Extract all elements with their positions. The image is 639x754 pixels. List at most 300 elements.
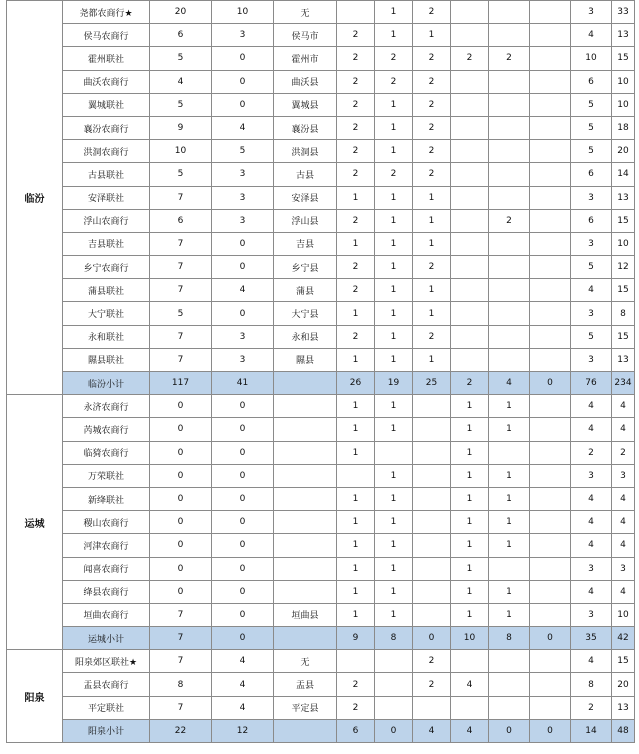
region-cell: 运城 bbox=[7, 395, 63, 650]
table-cell: 1 bbox=[413, 279, 451, 302]
table-cell: 1 bbox=[489, 603, 530, 626]
table-cell bbox=[530, 580, 571, 603]
subtotal-cell: 0 bbox=[413, 627, 451, 650]
subtotal-cell bbox=[274, 719, 337, 742]
table-cell: 4 bbox=[212, 673, 274, 696]
table-cell bbox=[530, 418, 571, 441]
table-cell: 0 bbox=[212, 511, 274, 534]
table-cell: 新绛联社 bbox=[63, 487, 150, 510]
table-cell bbox=[337, 650, 375, 673]
table-cell bbox=[274, 418, 337, 441]
table-cell bbox=[530, 603, 571, 626]
table-cell: 无 bbox=[274, 1, 337, 24]
table-cell: 1 bbox=[337, 232, 375, 255]
table-row bbox=[7, 325, 635, 348]
table-cell: 2 bbox=[337, 163, 375, 186]
table-cell: 4 bbox=[612, 418, 635, 441]
table-cell bbox=[530, 47, 571, 70]
table-cell: 3 bbox=[571, 464, 612, 487]
subtotal-cell bbox=[274, 372, 337, 395]
table-cell bbox=[489, 302, 530, 325]
table-cell: 3 bbox=[212, 163, 274, 186]
subtotal-cell: 9 bbox=[337, 627, 375, 650]
table-cell: 8 bbox=[150, 673, 212, 696]
table-cell: 5 bbox=[150, 93, 212, 116]
table-cell bbox=[530, 1, 571, 24]
table-cell: 1 bbox=[375, 93, 413, 116]
table-cell bbox=[413, 603, 451, 626]
table-cell: 1 bbox=[489, 418, 530, 441]
table-cell bbox=[489, 93, 530, 116]
table-cell: 1 bbox=[375, 279, 413, 302]
table-cell: 垣曲县 bbox=[274, 603, 337, 626]
table-cell bbox=[451, 302, 489, 325]
table-row bbox=[7, 603, 635, 626]
table-cell: 1 bbox=[375, 256, 413, 279]
table-cell bbox=[530, 557, 571, 580]
table-cell: 2 bbox=[489, 47, 530, 70]
table-cell: 1 bbox=[375, 534, 413, 557]
table-cell: 0 bbox=[212, 487, 274, 510]
table-cell: 2 bbox=[413, 650, 451, 673]
table-cell: 0 bbox=[212, 464, 274, 487]
table-cell bbox=[530, 186, 571, 209]
table-row bbox=[7, 696, 635, 719]
table-cell: 3 bbox=[571, 186, 612, 209]
table-cell: 1 bbox=[375, 232, 413, 255]
table-cell: 1 bbox=[451, 511, 489, 534]
table-cell bbox=[489, 140, 530, 163]
table-cell: 7 bbox=[150, 186, 212, 209]
table-row bbox=[7, 302, 635, 325]
table-cell bbox=[274, 557, 337, 580]
table-cell: 15 bbox=[612, 279, 635, 302]
table-cell: 2 bbox=[413, 1, 451, 24]
table-cell: 1 bbox=[413, 24, 451, 47]
table-cell: 5 bbox=[571, 116, 612, 139]
table-cell: 1 bbox=[451, 487, 489, 510]
table-cell bbox=[413, 511, 451, 534]
table-cell bbox=[413, 557, 451, 580]
table-row bbox=[7, 441, 635, 464]
table-cell bbox=[413, 395, 451, 418]
table-cell: 2 bbox=[337, 24, 375, 47]
table-cell: 1 bbox=[489, 580, 530, 603]
table-cell: 3 bbox=[212, 348, 274, 371]
table-cell: 1 bbox=[337, 418, 375, 441]
table-cell: 6 bbox=[150, 24, 212, 47]
table-cell: 1 bbox=[375, 209, 413, 232]
table-cell bbox=[489, 70, 530, 93]
table-cell: 2 bbox=[413, 116, 451, 139]
table-cell bbox=[530, 511, 571, 534]
table-cell: 盂县 bbox=[274, 673, 337, 696]
subtotal-cell: 4 bbox=[451, 719, 489, 742]
table-cell: 0 bbox=[212, 256, 274, 279]
table-cell: 翼城联社 bbox=[63, 93, 150, 116]
subtotal-cell: 41 bbox=[212, 372, 274, 395]
subtotal-cell: 4 bbox=[413, 719, 451, 742]
table-cell: 1 bbox=[375, 116, 413, 139]
table-row bbox=[7, 1, 635, 24]
table-cell: 4 bbox=[571, 511, 612, 534]
table-cell: 乡宁农商行 bbox=[63, 256, 150, 279]
table-cell bbox=[530, 24, 571, 47]
table-cell: 平定县 bbox=[274, 696, 337, 719]
subtotal-cell: 19 bbox=[375, 372, 413, 395]
table-cell bbox=[451, 93, 489, 116]
table-cell: 吉县 bbox=[274, 232, 337, 255]
table-cell: 3 bbox=[571, 1, 612, 24]
table-row bbox=[7, 209, 635, 232]
table-cell: 2 bbox=[337, 70, 375, 93]
table-cell: 5 bbox=[150, 163, 212, 186]
table-cell: 1 bbox=[451, 534, 489, 557]
table-cell: 1 bbox=[375, 557, 413, 580]
table-cell: 4 bbox=[571, 487, 612, 510]
table-cell: 0 bbox=[212, 302, 274, 325]
table-cell bbox=[451, 24, 489, 47]
table-cell bbox=[530, 209, 571, 232]
subtotal-row bbox=[7, 372, 635, 395]
table-cell: 8 bbox=[612, 302, 635, 325]
table-cell: 2 bbox=[413, 163, 451, 186]
table-cell: 1 bbox=[375, 603, 413, 626]
table-cell: 6 bbox=[571, 163, 612, 186]
table-cell: 2 bbox=[337, 93, 375, 116]
table-cell bbox=[530, 302, 571, 325]
table-cell: 18 bbox=[612, 116, 635, 139]
table-cell: 大宁联社 bbox=[63, 302, 150, 325]
table-cell: 3 bbox=[571, 232, 612, 255]
table-cell: 2 bbox=[451, 47, 489, 70]
subtotal-cell: 2 bbox=[451, 372, 489, 395]
table-cell: 2 bbox=[337, 209, 375, 232]
table-cell bbox=[451, 279, 489, 302]
table-cell: 6 bbox=[571, 209, 612, 232]
table-cell: 4 bbox=[212, 696, 274, 719]
table-body bbox=[7, 1, 635, 743]
subtotal-cell: 0 bbox=[489, 719, 530, 742]
table-cell: 4 bbox=[612, 534, 635, 557]
table-cell: 10 bbox=[612, 70, 635, 93]
table-cell: 13 bbox=[612, 696, 635, 719]
table-cell: 4 bbox=[612, 487, 635, 510]
table-cell bbox=[489, 696, 530, 719]
table-cell bbox=[274, 534, 337, 557]
table-cell: 15 bbox=[612, 325, 635, 348]
table-cell: 侯马农商行 bbox=[63, 24, 150, 47]
table-cell bbox=[451, 232, 489, 255]
table-cell bbox=[413, 464, 451, 487]
table-row bbox=[7, 256, 635, 279]
table-row bbox=[7, 279, 635, 302]
table-cell: 1 bbox=[375, 1, 413, 24]
table-cell: 7 bbox=[150, 279, 212, 302]
table-cell: 蒲县 bbox=[274, 279, 337, 302]
subtotal-cell: 8 bbox=[375, 627, 413, 650]
table-cell: 13 bbox=[612, 348, 635, 371]
subtotal-cell: 12 bbox=[212, 719, 274, 742]
table-cell: 4 bbox=[571, 534, 612, 557]
table-cell: 9 bbox=[150, 116, 212, 139]
table-cell: 1 bbox=[375, 325, 413, 348]
subtotal-cell: 35 bbox=[571, 627, 612, 650]
table-cell: 1 bbox=[337, 603, 375, 626]
table-row bbox=[7, 418, 635, 441]
table-cell: 5 bbox=[571, 93, 612, 116]
table-cell: 14 bbox=[612, 163, 635, 186]
table-cell: 2 bbox=[375, 47, 413, 70]
table-cell bbox=[530, 140, 571, 163]
table-row bbox=[7, 163, 635, 186]
table-cell bbox=[530, 163, 571, 186]
table-cell bbox=[530, 673, 571, 696]
table-cell bbox=[451, 650, 489, 673]
table-cell: 7 bbox=[150, 256, 212, 279]
table-cell: 0 bbox=[150, 534, 212, 557]
table-cell bbox=[451, 348, 489, 371]
table-cell: 1 bbox=[451, 395, 489, 418]
subtotal-cell: 10 bbox=[451, 627, 489, 650]
table-cell: 1 bbox=[375, 464, 413, 487]
table-cell: 10 bbox=[612, 93, 635, 116]
table-cell: 阳泉郊区联社★ bbox=[63, 650, 150, 673]
subtotal-cell: 48 bbox=[612, 719, 635, 742]
table-cell: 33 bbox=[612, 1, 635, 24]
table-cell: 4 bbox=[571, 418, 612, 441]
table-cell: 1 bbox=[375, 186, 413, 209]
table-cell bbox=[530, 256, 571, 279]
table-row bbox=[7, 24, 635, 47]
table-cell: 2 bbox=[413, 673, 451, 696]
table-cell: 盂县农商行 bbox=[63, 673, 150, 696]
table-cell: 2 bbox=[375, 70, 413, 93]
table-cell: 10 bbox=[612, 603, 635, 626]
subtotal-row bbox=[7, 627, 635, 650]
table-cell: 1 bbox=[375, 140, 413, 163]
table-cell: 乡宁县 bbox=[274, 256, 337, 279]
table-cell: 7 bbox=[150, 348, 212, 371]
table-cell: 1 bbox=[375, 395, 413, 418]
table-cell: 3 bbox=[212, 186, 274, 209]
table-row bbox=[7, 116, 635, 139]
table-cell: 4 bbox=[612, 511, 635, 534]
table-cell: 4 bbox=[612, 580, 635, 603]
table-cell: 0 bbox=[150, 557, 212, 580]
table-cell: 襄汾县 bbox=[274, 116, 337, 139]
table-cell bbox=[274, 441, 337, 464]
table-row bbox=[7, 186, 635, 209]
table-cell: 1 bbox=[337, 348, 375, 371]
table-row bbox=[7, 232, 635, 255]
table-cell: 蒲县联社 bbox=[63, 279, 150, 302]
table-cell: 20 bbox=[612, 673, 635, 696]
table-cell bbox=[530, 93, 571, 116]
table-cell: 0 bbox=[212, 47, 274, 70]
table-cell: 2 bbox=[337, 116, 375, 139]
table-cell: 1 bbox=[413, 232, 451, 255]
table-cell bbox=[530, 116, 571, 139]
table-cell: 2 bbox=[413, 70, 451, 93]
table-cell: 4 bbox=[212, 116, 274, 139]
table-cell: 古县联社 bbox=[63, 163, 150, 186]
table-cell bbox=[451, 256, 489, 279]
subtotal-cell: 0 bbox=[375, 719, 413, 742]
table-cell: 2 bbox=[337, 325, 375, 348]
table-cell: 0 bbox=[212, 580, 274, 603]
subtotal-cell: 22 bbox=[150, 719, 212, 742]
table-cell: 4 bbox=[571, 395, 612, 418]
subtotal-cell: 临汾小计 bbox=[63, 372, 150, 395]
table-cell bbox=[489, 232, 530, 255]
table-row bbox=[7, 47, 635, 70]
subtotal-cell bbox=[274, 627, 337, 650]
table-cell bbox=[451, 186, 489, 209]
table-cell bbox=[530, 325, 571, 348]
table-cell: 平定联社 bbox=[63, 696, 150, 719]
subtotal-cell: 6 bbox=[337, 719, 375, 742]
table-cell: 7 bbox=[150, 325, 212, 348]
table-cell: 尧都农商行★ bbox=[63, 1, 150, 24]
table-cell: 12 bbox=[612, 256, 635, 279]
table-cell: 1 bbox=[489, 511, 530, 534]
subtotal-cell: 0 bbox=[212, 627, 274, 650]
table-cell bbox=[451, 116, 489, 139]
table-cell bbox=[489, 325, 530, 348]
table-cell: 10 bbox=[571, 47, 612, 70]
table-cell bbox=[489, 557, 530, 580]
table-cell: 0 bbox=[212, 557, 274, 580]
table-cell: 0 bbox=[212, 232, 274, 255]
subtotal-cell: 234 bbox=[612, 372, 635, 395]
table-cell: 0 bbox=[150, 418, 212, 441]
table-cell bbox=[413, 441, 451, 464]
table-cell: 大宁县 bbox=[274, 302, 337, 325]
subtotal-cell: 运城小计 bbox=[63, 627, 150, 650]
region-cell: 阳泉 bbox=[7, 650, 63, 743]
table-cell: 襄汾农商行 bbox=[63, 116, 150, 139]
table-cell: 1 bbox=[451, 603, 489, 626]
table-cell: 闻喜农商行 bbox=[63, 557, 150, 580]
table-cell: 安泽县 bbox=[274, 186, 337, 209]
table-cell bbox=[489, 279, 530, 302]
table-cell: 1 bbox=[337, 534, 375, 557]
table-cell: 4 bbox=[612, 395, 635, 418]
table-cell: 0 bbox=[150, 487, 212, 510]
table-cell bbox=[375, 441, 413, 464]
table-cell: 1 bbox=[337, 186, 375, 209]
subtotal-cell: 0 bbox=[530, 719, 571, 742]
table-cell bbox=[413, 487, 451, 510]
subtotal-cell: 42 bbox=[612, 627, 635, 650]
table-cell: 0 bbox=[150, 580, 212, 603]
table-cell: 20 bbox=[612, 140, 635, 163]
table-cell bbox=[274, 395, 337, 418]
table-cell bbox=[489, 186, 530, 209]
table-cell bbox=[451, 163, 489, 186]
table-cell: 3 bbox=[571, 348, 612, 371]
table-cell: 4 bbox=[451, 673, 489, 696]
table-cell bbox=[413, 534, 451, 557]
table-cell: 20 bbox=[150, 1, 212, 24]
table-cell: 5 bbox=[571, 325, 612, 348]
table-cell: 4 bbox=[212, 279, 274, 302]
table-cell: 10 bbox=[150, 140, 212, 163]
table-cell: 1 bbox=[375, 418, 413, 441]
table-row bbox=[7, 557, 635, 580]
table-cell: 3 bbox=[571, 603, 612, 626]
table-cell bbox=[530, 534, 571, 557]
table-cell: 0 bbox=[212, 395, 274, 418]
table-cell bbox=[489, 24, 530, 47]
table-row bbox=[7, 464, 635, 487]
subtotal-cell: 4 bbox=[489, 372, 530, 395]
table-cell bbox=[413, 696, 451, 719]
table-cell: 隰县联社 bbox=[63, 348, 150, 371]
table-cell bbox=[375, 650, 413, 673]
table-cell: 翼城县 bbox=[274, 93, 337, 116]
table-cell: 曲沃农商行 bbox=[63, 70, 150, 93]
data-table bbox=[6, 0, 635, 743]
table-cell: 永和县 bbox=[274, 325, 337, 348]
table-cell: 芮城农商行 bbox=[63, 418, 150, 441]
table-cell: 侯马市 bbox=[274, 24, 337, 47]
table-row bbox=[7, 93, 635, 116]
table-cell: 5 bbox=[571, 140, 612, 163]
table-cell: 7 bbox=[150, 232, 212, 255]
table-cell: 隰县 bbox=[274, 348, 337, 371]
table-cell: 霍州联社 bbox=[63, 47, 150, 70]
table-cell bbox=[489, 673, 530, 696]
table-cell: 1 bbox=[489, 395, 530, 418]
table-cell: 吉县联社 bbox=[63, 232, 150, 255]
table-cell bbox=[489, 348, 530, 371]
table-cell: 绛县农商行 bbox=[63, 580, 150, 603]
subtotal-cell: 7 bbox=[150, 627, 212, 650]
table-cell: 2 bbox=[337, 47, 375, 70]
table-cell: 1 bbox=[337, 395, 375, 418]
table-cell bbox=[530, 464, 571, 487]
region-cell: 临汾 bbox=[7, 1, 63, 395]
table-cell: 2 bbox=[413, 325, 451, 348]
table-cell: 1 bbox=[451, 418, 489, 441]
table-cell: 洪洞农商行 bbox=[63, 140, 150, 163]
table-cell: 1 bbox=[413, 209, 451, 232]
table-cell: 浮山农商行 bbox=[63, 209, 150, 232]
table-cell: 临猗农商行 bbox=[63, 441, 150, 464]
table-cell: 古县 bbox=[274, 163, 337, 186]
table-cell: 1 bbox=[413, 186, 451, 209]
table-cell: 2 bbox=[375, 163, 413, 186]
table-cell: 2 bbox=[337, 673, 375, 696]
table-cell: 2 bbox=[413, 93, 451, 116]
table-row bbox=[7, 395, 635, 418]
table-cell bbox=[274, 580, 337, 603]
table-row bbox=[7, 348, 635, 371]
table-cell: 7 bbox=[150, 603, 212, 626]
table-cell: 5 bbox=[571, 256, 612, 279]
table-cell: 1 bbox=[337, 511, 375, 534]
table-cell bbox=[530, 441, 571, 464]
table-cell: 0 bbox=[212, 603, 274, 626]
table-cell: 0 bbox=[212, 418, 274, 441]
table-cell: 浮山县 bbox=[274, 209, 337, 232]
table-cell: 1 bbox=[337, 302, 375, 325]
table-cell bbox=[530, 395, 571, 418]
table-row bbox=[7, 650, 635, 673]
table-cell bbox=[451, 70, 489, 93]
